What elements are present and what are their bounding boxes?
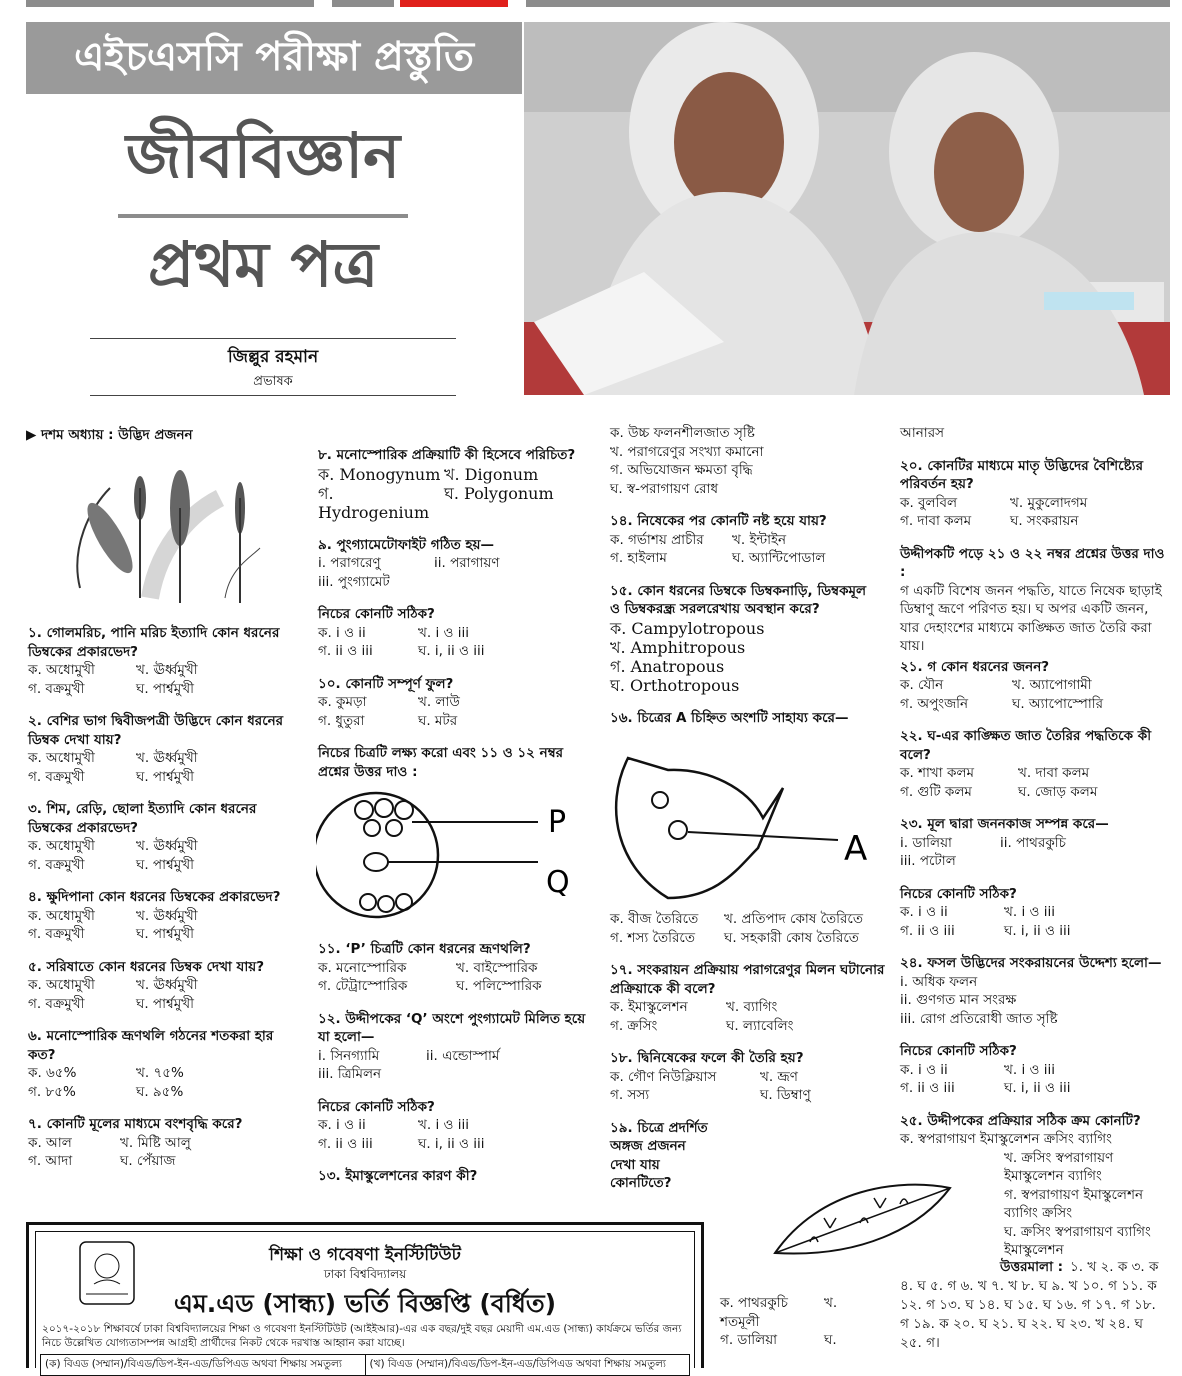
option: গ. ii ও iii (318, 643, 373, 659)
arrow-icon: ▶ (26, 427, 42, 443)
notice-cell: (খ) বিএড (সম্মান)/বিএড/ডিপ-ইন-এড/ডিপিএড অথবা শিক্ষায় সমতুল্য (369, 1358, 666, 1370)
option: গ. Hydrogenium (318, 483, 430, 522)
option: গ. বক্রমুখী (28, 680, 85, 697)
option: গ. টেট্রাস্পোরিক (318, 978, 408, 994)
option: ঘ. ডিম্বাণু (760, 1087, 811, 1103)
statement: i. পরাগরেণু (318, 555, 381, 571)
option: খ. ব্যাগিং (726, 999, 778, 1015)
option: গ. সস্য (610, 1087, 650, 1103)
university-name: ঢাকা বিশ্ববিদ্যালয় (323, 1267, 407, 1281)
option: গ. গুটি কলম (900, 783, 972, 800)
statement: i. ডালিয়া (900, 834, 952, 851)
stimulus-text: গ একটি বিশেষ জনন পদ্ধতি, যাতে নিষেক ছাড়াই ডিম্বাণু ভ্রূণে পরিণত হয়। ঘ অপর একটি জনন, যার দেহাংশের মাধ্যমে কাঙ্ক্ষিত জাত তৈরি করা যায়। (900, 582, 1162, 654)
option: গ. বক্রমুখী (28, 856, 85, 873)
option: খ. ইন্টাইন (732, 531, 787, 548)
option: ক. গর্ভাশয় প্রাচীর (610, 531, 704, 548)
option: গ. দাবা কলম (900, 513, 972, 529)
option: গ. ক্রসিং (610, 1017, 658, 1034)
question-14: ১৪. নিষেকের পর কোনটি নষ্ট হয়ে যায়? (610, 513, 827, 529)
option: গ. ii ও iii (318, 1135, 373, 1152)
option: গ. শস্য তৈরিতে (610, 929, 695, 946)
option: ঘ. মটর (418, 712, 458, 729)
statement: i. সিনগ্যামি (318, 1047, 380, 1064)
which-correct: নিচের কোনটি সঠিক? (900, 885, 1017, 902)
option: ক. অধোমুখী (28, 977, 95, 993)
option: খ. ক্রসিং স্বপরাগায়ণ ইমাস্কুলেশন ব্যাগিং (1004, 1149, 1114, 1184)
option: গ. বক্রমুখী (28, 768, 85, 785)
title-divider (118, 214, 408, 218)
question-9: ৯. পুংগ্যামেটোফাইট গঠিত হয়— (318, 536, 495, 553)
option: খ. মিষ্টি আলু (120, 1134, 191, 1151)
option: খ. (824, 1295, 838, 1311)
question-17: ১৭. সংকরায়ন প্রক্রিয়ায় পরাগরেণুর মিলন ঘটানোর প্রক্রিয়াকে কী বলে? (610, 962, 885, 997)
option: গ. Anatropous (610, 656, 725, 676)
question-3: ৩. শিম, রেড়ি, ছোলা ইত্যাদি কোন ধরনের ডিম্বকের প্রকারভেদ? (28, 801, 257, 836)
statement: ii. পরাগায়ণ (434, 555, 500, 571)
paper-title: প্রথম পত্র (147, 228, 379, 301)
option: খ. Amphitropous (610, 637, 746, 657)
option: ঘ. সংকরায়ন (1010, 513, 1079, 529)
option: গ. স্বপরাগায়ণ ইমাস্কুলেশন ব্যাগিং ক্রসিং (1004, 1186, 1144, 1221)
option: খ. ঊর্ধ্বমুখী (136, 838, 198, 854)
plant-illustration (50, 468, 280, 608)
top-rule (332, 0, 394, 7)
label-p: P (548, 805, 567, 840)
option: খ. ৭৫% (136, 1065, 184, 1081)
option: শতমূলী (720, 1313, 760, 1330)
option: খ. ঊর্ধ্বমুখী (136, 907, 198, 924)
question-12: ১২. উদ্দীপকের ‘Q’ অংশে পুংগ্যামেট মিলিত হয়ে যা হলো— (318, 1010, 586, 1045)
option: ঘ. Orthotropous (610, 675, 740, 695)
question-18: ১৮. দ্বিনিষেকের ফলে কী তৈরি হয়? (610, 1050, 804, 1066)
label-q: Q (546, 865, 570, 900)
option: ক. ৬৫% (28, 1065, 77, 1081)
option: ক. মনোস্পোরিক (318, 959, 407, 976)
question-21: ২১. গ কোন ধরনের জনন? (900, 658, 1050, 675)
option: গ. ধুতুরা (318, 712, 365, 729)
question-22: ২২. ঘ-এর কাঙ্ক্ষিত জাত তৈরির পদ্ধতিকে কী বলে? (900, 728, 1152, 763)
answer-key-values: ১. খ ২. ক ৩. ক ৪. ঘ ৫. গ ৬. খ ৭. খ ৮. ঘ ৯. খ ১০. গ ১১. ক ১২. গ ১৩. ঘ ১৪. ঘ ১৫. ঘ ১৬. গ ১৭. গ ১৮. গ ১৯. ক ২০. ঘ ২১. ঘ ২২. ঘ ২৩. খ ২৪. ঘ ২৫. গ। (900, 1259, 1159, 1351)
option: ক. গৌণ নিউক্লিয়াস (610, 1068, 717, 1085)
option: ঘ. i, ii ও iii (1004, 1080, 1071, 1096)
author-name: জিল্লুর রহমান (227, 347, 319, 367)
option: ঘ. ৯৫% (136, 1083, 184, 1100)
figure-prompt: নিচের চিত্রটি লক্ষ্য করো এবং ১১ ও ১২ নম্বর প্রশ্নের উত্তর দাও : (318, 745, 564, 780)
question-column-3b (610, 910, 890, 1193)
question-4: ৪. ক্ষুদিপানা কোন ধরনের ডিম্বকের প্রকারভেদ? (28, 889, 281, 905)
option: ঘ. পার্শ্বমুখী (136, 995, 194, 1012)
option: ঘ. পার্শ্বমুখী (136, 856, 194, 873)
option: ঘ. পলিস্পোরিক (456, 978, 542, 994)
statement: ii. এন্ডোস্পার্ম (426, 1047, 500, 1064)
question-column-2b (318, 926, 588, 1186)
embryo-sac-diagram (316, 780, 586, 920)
option: ঘ. ল্যাবেলিং (726, 1017, 794, 1034)
chapter-heading: ▶ দশম অধ্যায় : উদ্ভিদ প্রজনন (26, 427, 193, 443)
option: ক. অধোমুখী (28, 838, 95, 854)
institute-name: শিক্ষা ও গবেষণা ইনস্টিটিউট (269, 1245, 461, 1265)
statement: iii. পুংগ্যামেট (318, 573, 390, 590)
option: খ. i ও iii (1004, 904, 1055, 920)
option: ঘ. স্ব-পরাগায়ণ রোধ (610, 480, 719, 497)
option: খ. প্রতিপাদ কোষ তৈরিতে (724, 911, 863, 927)
statement: i. অধিক ফলন (900, 973, 978, 990)
question-23: ২৩. মূল দ্বারা জননকাজ সম্পন্ন করে— (900, 816, 1109, 832)
option: খ. লাউ (418, 694, 460, 710)
stimulus-title: উদ্দীপকটি পড়ে ২১ ও ২২ নম্বর প্রশ্নের উত্তর দাও : (900, 545, 1165, 580)
question-8: ৮. মনোস্পোরিক প্রক্রিয়াটি কী হিসেবে পরিচিত? (318, 447, 576, 463)
option: ক. পাথরকুচি (720, 1295, 788, 1311)
option: খ. ঊর্ধ্বমুখী (136, 662, 198, 678)
series-title: এইচএসসি পরীক্ষা প্রস্তুতি (26, 22, 522, 94)
question-5: ৫. সরিষাতে কোন ধরনের ডিম্বক দেখা যায়? (28, 958, 265, 975)
top-rule (26, 0, 314, 7)
option: ঘ. ক্রসিং স্বপরাগায়ণ ব্যাগিং ইমাস্কুলেশন (1004, 1223, 1151, 1258)
option: ক. কুমড়া (318, 694, 367, 710)
option: গ. অপুংজনি (900, 695, 969, 712)
notice-cell: (ক) বিএড (সম্মান)/বিএড/ডিপ-ইন-এড/ডিপিএড অথবা শিক্ষায় সমতুল্য (41, 1355, 366, 1375)
question-16: ১৬. চিত্রের A চিহ্নিত অংশটি সাহায্য করে— (610, 709, 849, 726)
which-correct: নিচের কোনটি সঠিক? (318, 606, 435, 622)
option: গ. আদা (28, 1153, 73, 1169)
option: ক. ইমাস্কুলেশন (610, 999, 688, 1015)
subject-title: জীববিজ্ঞান (125, 119, 401, 192)
option: খ. অ্যাপোগামী (1012, 677, 1092, 693)
question-2: ২. বেশির ভাগ দ্বিবীজপত্রী উদ্ভিদে কোন ধরনের ডিম্বক দেখা যায়? (28, 713, 284, 748)
option: ক. উচ্চ ফলনশীলজাত সৃষ্টি (610, 425, 755, 441)
option: খ. i ও iii (418, 624, 469, 641)
option: ক. Monogynum (318, 464, 441, 484)
option: খ. i ও iii (1004, 1061, 1055, 1078)
option: ক. i ও ii (318, 624, 366, 641)
option: ঘ. Polygonum (444, 483, 554, 503)
which-correct: নিচের কোনটি সঠিক? (900, 1043, 1017, 1059)
option: ক. আল (28, 1134, 72, 1151)
option: ক. বীজ তৈরিতে (610, 911, 699, 927)
question-24: ২৪. ফসল উদ্ভিদের সংকরায়নের উদ্দেশ্য হলো— (900, 955, 1162, 971)
option: খ. ভ্রূণ (760, 1068, 798, 1085)
option: খ. ঊর্ধ্বমুখী (136, 977, 198, 993)
question-6: ৬. মনোস্পোরিক ভ্রূণথলি গঠনের শতকরা হার কত? (28, 1028, 274, 1063)
statement: ii. গুণগত মান সংরক্ষ (900, 992, 1017, 1008)
option: খ. দাবা কলম (1018, 765, 1090, 781)
question-19-options (720, 1294, 890, 1350)
option: ক. অধোমুখী (28, 750, 95, 766)
option: খ. i ও iii (418, 1117, 469, 1133)
top-rule-accent (400, 0, 508, 7)
option: খ. বাইস্পোরিক (456, 959, 538, 976)
question-column-1 (28, 616, 290, 1171)
option: ক. শাখা কলম (900, 765, 975, 781)
divider (90, 395, 456, 396)
option: ঘ. পেঁয়াজ (120, 1153, 176, 1169)
option: ক. স্বপরাগায়ণ ইমাস্কুলেশন ক্রসিং ব্যাগিং (900, 1131, 1112, 1147)
notice-title: এম.এড (সান্ধ্য) ভর্তি বিজ্ঞপ্তি (বর্ধিত) (173, 1289, 557, 1318)
question-20: ২০. কোনটির মাধ্যমে মাতৃ উদ্ভিদের বৈশিষ্ট্যের পরিবর্তন হয়? (900, 457, 1144, 492)
option: ক. অধোমুখী (28, 907, 95, 924)
option: ক. অধোমুখী (28, 662, 95, 678)
option: গ. ii ও iii (900, 922, 955, 939)
which-correct: নিচের কোনটি সঠিক? (318, 1098, 435, 1115)
label-a: A (844, 829, 868, 869)
question-7: ৭. কোনটি মূলের মাধ্যমে বংশবৃদ্ধি করে? (28, 1116, 243, 1132)
question-column-3 (610, 424, 880, 727)
option: ঘ. i, ii ও iii (1004, 922, 1071, 939)
option: গ. হাইলাম (610, 550, 667, 566)
option: খ. পরাগরেণুর সংখ্যা কমানো (610, 443, 764, 460)
option: ক. i ও ii (900, 1061, 948, 1078)
option: খ. ঊর্ধ্বমুখী (136, 750, 198, 766)
option: গ. ii ও iii (900, 1080, 955, 1096)
question-10: ১০. কোনটি সম্পূর্ণ ফুল? (318, 675, 454, 692)
option: ঘ. i, ii ও iii (418, 1135, 485, 1152)
question-11: ১১. ‘P’ চিত্রটি কোন ধরনের ভ্রূণথলি? (318, 941, 531, 957)
option: আনারস (900, 425, 945, 441)
option: ঘ. পার্শ্বমুখী (136, 768, 194, 785)
option: ক. Campylotropous (610, 618, 765, 638)
question-19: ১৯. চিত্রে প্রদর্শিত অঙ্গজ প্রজনন দেখা যায় কোনটিতে? (610, 1119, 708, 1191)
option: গ. বক্রমুখী (28, 995, 85, 1012)
statement: ii. পাথরকুচি (1000, 834, 1066, 851)
option: ঘ. অ্যান্টিপোডাল (732, 550, 826, 566)
notice-table (40, 1354, 690, 1376)
statement: iii. ত্রিমিলন (318, 1066, 382, 1082)
option: খ. Digonum (444, 464, 539, 484)
option: ঘ. জোড় কলম (1018, 783, 1098, 800)
question-column-2 (318, 432, 588, 781)
question-15: ১৫. কোন ধরনের ডিম্বকে ডিম্বকনাড়ি, ডিম্বকমূল ও ডিম্বকরন্ধ্র সরলরেখায় অবস্থান করে? (610, 582, 867, 617)
option: ক. i ও ii (900, 904, 948, 920)
option: ঘ. i, ii ও iii (418, 643, 485, 659)
question-1: ১. গোলমরিচ, পানি মরিচ ইত্যাদি কোন ধরনের ডিম্বকের প্রকারভেদ? (28, 625, 280, 660)
option: ঘ. সহকারী কোষ তৈরিতে (724, 929, 859, 946)
option: ঘ. অ্যাপোস্পোরি (1012, 695, 1104, 712)
option: গ. ডালিয়া (720, 1332, 778, 1348)
option: ক. যৌন (900, 677, 944, 693)
question-13: ১৩. ইমাস্কুলেশনের কারণ কী? (318, 1168, 478, 1184)
admission-notice (26, 1222, 704, 1368)
option: ঘ. পার্শ্বমুখী (136, 926, 194, 942)
ovule-diagram (608, 748, 880, 908)
top-rule (526, 0, 1170, 7)
option: ক. i ও ii (318, 1117, 366, 1133)
statement: iii. পটোল (900, 853, 956, 869)
option: ঘ. (824, 1332, 837, 1348)
option: ঘ. পার্শ্বমুখী (136, 680, 194, 697)
option: খ. মুকুলোদগম (1010, 494, 1088, 511)
divider (90, 338, 456, 339)
option: গ. বক্রমুখী (28, 926, 85, 942)
option: ক. বুলবিল (900, 494, 958, 511)
option: গ. ৮৫% (28, 1083, 76, 1100)
notice-body: ২০১৭-২০১৮ শিক্ষাবর্ষে ঢাকা বিশ্ববিদ্যালয়ের শিক্ষা ও গবেষণা ইনস্টিটিউট (আইইআর)-এর এক বছর/দুই বছর মেয়াদী এম.এড (সান্ধ্য) কার্যক্রমে ভর্তির জন্য নিচে উল্লেখিত যোগ্যতাসম্পন্ন আগ্রহী প্রার্থীদের নিকট থেকে দরখাস্ত আহ্বান করা যাচ্ছে। (42, 1323, 682, 1349)
statement: iii. রোগ প্রতিরোধী জাত সৃষ্টি (900, 1010, 1058, 1027)
answer-key-label: উত্তরমালা : (1000, 1259, 1064, 1275)
question-25: ২৫. উদ্দীপকের প্রক্রিয়ার সঠিক ক্রম কোনটি? (900, 1112, 1141, 1129)
students-exam-photo (524, 22, 1170, 395)
author-role: প্রভাষক (253, 374, 293, 389)
option: গ. অভিযোজন ক্ষমতা বৃদ্ধি (610, 462, 753, 478)
question-column-4 (900, 424, 1168, 1260)
